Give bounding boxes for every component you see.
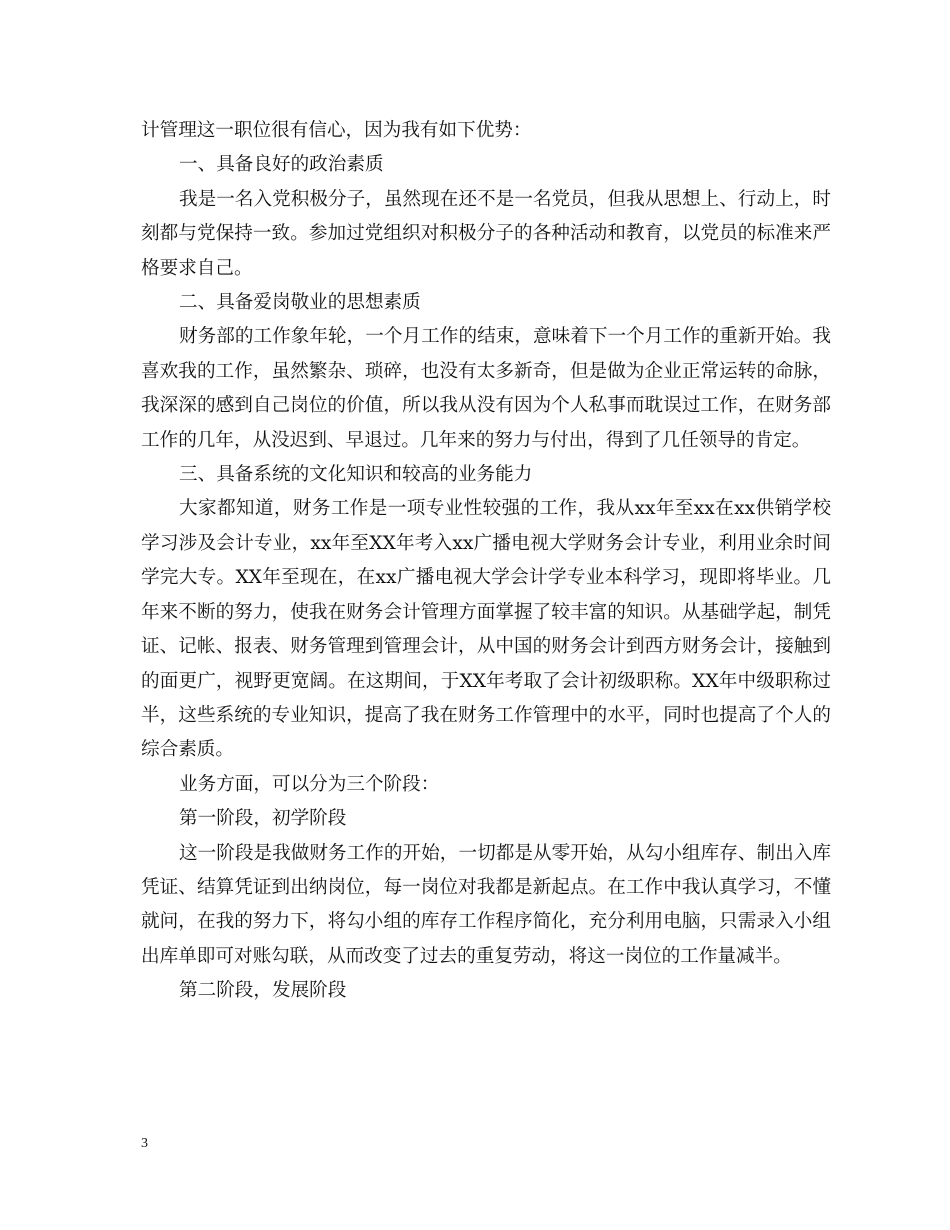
paragraph-business-stages: 业务方面，可以分为三个阶段：: [179, 773, 440, 795]
heading-stage-one: 第一阶段，初学阶段: [179, 808, 347, 830]
page-number: 3: [141, 1136, 148, 1151]
heading-knowledge-ability: 三、具备系统的文化知识和较高的业务能力: [179, 464, 533, 486]
heading-political-quality: 一、具备良好的政治素质: [179, 154, 384, 176]
paragraph-political-quality: 我是一名入党积极分子，虽然现在还不是一名党员，但我从思想上、行动上，时刻都与党保持一致。参加过党组织对积极分子的各种活动和教育，以党员的标准来严格要求自己。: [141, 188, 831, 279]
paragraph-stage-one: 这一阶段是我做财务工作的开始，一切都是从零开始，从勾小组库存、制出入库凭证、结算凭证到出纳岗位，每一岗位对我都是新起点。在工作中我认真学习，不懂就问，在我的努力下，将勾小组的库存工作程序简化，充分利用电脑，只需录入小组出库单即可对账勾联，从而改变了过去的重复劳动，将这一岗位的工作量减半。: [141, 842, 831, 967]
heading-stage-two: 第二阶段，发展阶段: [179, 980, 347, 1002]
document-body: [141, 114, 831, 1009]
heading-dedication: 二、具备爱岗敬业的思想素质: [179, 292, 421, 314]
paragraph-dedication: 财务部的工作象年轮，一个月工作的结束，意味着下一个月工作的重新开始。我喜欢我的工作，虽然繁杂、琐碎，也没有太多新奇，但是做为企业正常运转的命脉，我深深的感到自己岗位的价值，所以我从没有因为个人私事而耽误过工作，在财务部工作的几年，从没迟到、早退过。几年来的努力与付出，得到了几任领导的肯定。: [141, 326, 831, 451]
paragraph-intro-continued: 计管理这一职位很有信心，因为我有如下优势：: [141, 120, 532, 141]
paragraph-knowledge-ability: 大家都知道，财务工作是一项专业性较强的工作，我从xx年至xx在xx供销学校学习涉及会计专业，xx年至XX年考入xx广播电视大学财务会计专业，利用业余时间学完大专。XX年至现在，在xx广播电视大学会计学专业本科学习，现即将毕业。几年来不断的努力，使我在财务会计管理方面掌握了较丰富的知识。从基础学起，制凭证、记帐、报表、财务管理到管理会计，从中国的财务会计到西方财务会计，接触到的面更广，视野更宽阔。在这期间，于XX年考取了会计初级职称。XX年中级职称过半，这些系统的专业知识，提高了我在财务工作管理中的水平，同时也提高了个人的综合素质。: [141, 498, 831, 761]
